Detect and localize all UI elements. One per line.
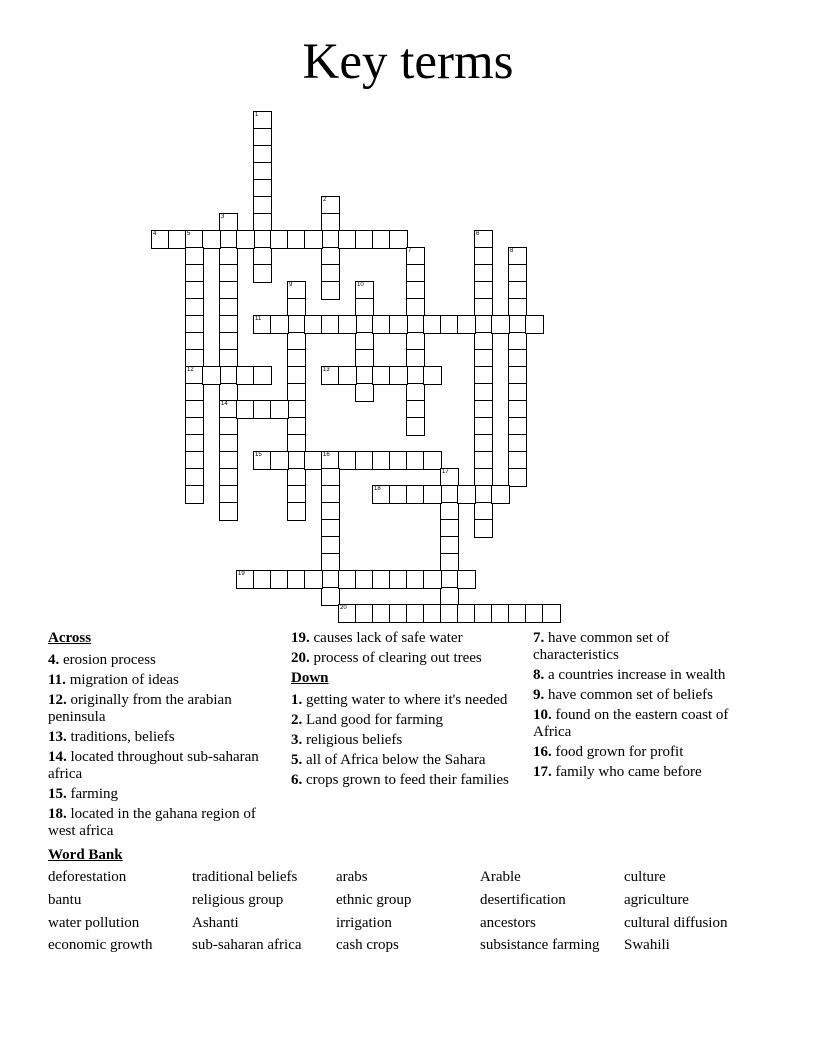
- clue-num: 13.: [48, 729, 67, 745]
- clue-item: [533, 630, 743, 664]
- grid-cell[interactable]: [423, 366, 442, 385]
- grid-cell[interactable]: [457, 485, 476, 504]
- clue-item: [533, 764, 743, 781]
- clue-item: [533, 687, 743, 704]
- word-bank-word: ethnic group: [336, 892, 412, 908]
- grid-cell[interactable]: [406, 417, 425, 436]
- clue-num: 10.: [533, 707, 552, 723]
- clue-text: traditions, beliefs: [66, 729, 175, 745]
- clue-item: [291, 692, 516, 709]
- grid-cell[interactable]: [542, 604, 561, 623]
- word-bank-word: economic growth: [48, 937, 153, 953]
- word-bank-word: cash crops: [336, 937, 399, 953]
- word-bank-word: traditional beliefs: [192, 869, 298, 885]
- word-bank-word: cultural diffusion: [624, 915, 728, 931]
- clue-text: originally from the arabian peninsula: [48, 692, 232, 725]
- clue-number: 9: [289, 282, 293, 288]
- clue-item: [48, 729, 273, 746]
- clue-num: 3.: [291, 732, 303, 748]
- clue-item: [48, 806, 273, 840]
- word-bank-word: arabs: [336, 869, 368, 885]
- grid-cell[interactable]: [355, 383, 374, 402]
- grid-cell[interactable]: [423, 570, 442, 589]
- clue-num: 4.: [48, 652, 60, 668]
- clue-text: crops grown to feed their families: [302, 772, 509, 788]
- grid-cell[interactable]: [270, 451, 289, 470]
- clue-num: 1.: [291, 692, 303, 708]
- clue-text: process of clearing out trees: [309, 650, 482, 666]
- clue-number: 18: [374, 486, 381, 492]
- clue-text: found on the eastern coast of Africa: [533, 707, 729, 740]
- across-heading: Across: [48, 630, 92, 646]
- clue-text: religious beliefs: [302, 732, 403, 748]
- clue-num: 17.: [533, 764, 552, 780]
- clue-item: [533, 707, 743, 741]
- down-heading: Down: [291, 670, 329, 686]
- clue-number: 20: [340, 605, 347, 611]
- clue-number: 2: [323, 197, 327, 203]
- clues-column-3: [533, 630, 743, 784]
- clue-num: 2.: [291, 712, 303, 728]
- clue-item: [48, 749, 273, 783]
- grid-cell[interactable]: [491, 315, 510, 334]
- clue-text: food grown for profit: [551, 744, 684, 760]
- clue-text: located in the gahana region of west africa: [48, 806, 256, 839]
- clue-number: 4: [153, 231, 157, 237]
- clue-item: [291, 772, 516, 789]
- clue-number: 8: [510, 248, 514, 254]
- grid-cell[interactable]: [491, 485, 510, 504]
- grid-cell[interactable]: [304, 570, 323, 589]
- grid-cell[interactable]: [389, 366, 408, 385]
- puzzle-title: Key terms: [302, 34, 514, 90]
- clue-text: getting water to where it's needed: [302, 692, 508, 708]
- word-bank-heading: Word Bank: [48, 847, 123, 863]
- grid-cell[interactable]: [219, 502, 238, 521]
- clue-number: 11: [255, 316, 262, 322]
- clue-item: [48, 692, 273, 726]
- clue-item: [533, 744, 743, 761]
- grid-cell[interactable]: [457, 315, 476, 334]
- grid-cell[interactable]: [423, 485, 442, 504]
- clue-number: 17: [442, 469, 449, 475]
- grid-cell[interactable]: [270, 400, 289, 419]
- clue-num: 19.: [291, 630, 310, 646]
- clue-item: [291, 712, 516, 729]
- clue-num: 7.: [533, 630, 545, 646]
- clue-text: have common set of characteristics: [533, 630, 670, 663]
- clues-column-2: [291, 630, 516, 792]
- clue-number: 14: [221, 401, 228, 407]
- clue-text: farming: [66, 786, 118, 802]
- clue-number: 13: [323, 367, 330, 373]
- clue-number: 15: [255, 452, 262, 458]
- clue-number: 7: [408, 248, 412, 254]
- grid-cell[interactable]: [508, 468, 527, 487]
- clue-item: [291, 650, 516, 667]
- clue-num: 11.: [48, 672, 66, 688]
- clue-item: [291, 752, 516, 769]
- grid-cell[interactable]: [304, 230, 323, 249]
- clue-number: 16: [323, 452, 330, 458]
- clue-text: causes lack of safe water: [309, 630, 463, 646]
- grid-cell[interactable]: [389, 315, 408, 334]
- grid-cell[interactable]: [185, 485, 204, 504]
- grid-cell[interactable]: [253, 366, 272, 385]
- grid-cell[interactable]: [338, 366, 357, 385]
- clue-num: 20.: [291, 650, 310, 666]
- clue-num: 14.: [48, 749, 67, 765]
- word-bank-word: culture: [624, 869, 666, 885]
- word-bank-word: agriculture: [624, 892, 689, 908]
- clue-text: all of Africa below the Sahara: [302, 752, 486, 768]
- word-bank-word: sub-saharan africa: [192, 937, 302, 953]
- clue-item: [48, 786, 273, 803]
- word-bank-word: ancestors: [480, 915, 536, 931]
- clue-text: migration of ideas: [65, 672, 179, 688]
- clue-item: [48, 652, 273, 669]
- grid-cell[interactable]: [202, 230, 221, 249]
- word-bank-word: deforestation: [48, 869, 127, 885]
- grid-cell[interactable]: [321, 281, 340, 300]
- grid-cell[interactable]: [202, 366, 221, 385]
- clue-num: 8.: [533, 667, 545, 683]
- word-bank-word: Swahili: [624, 937, 670, 953]
- grid-cell[interactable]: [474, 519, 493, 538]
- grid-cell[interactable]: [253, 264, 272, 283]
- grid-cell[interactable]: [338, 315, 357, 334]
- clue-number: 5: [187, 231, 191, 237]
- clue-num: 9.: [533, 687, 545, 703]
- clue-item: [291, 630, 516, 647]
- grid-cell[interactable]: [287, 502, 306, 521]
- word-bank-word: Arable: [480, 869, 521, 885]
- clue-number: 3: [221, 214, 225, 220]
- clue-num: 12.: [48, 692, 67, 708]
- clue-number: 12: [187, 367, 194, 373]
- clue-number: 10: [357, 282, 364, 288]
- clues-column-1: [48, 630, 273, 843]
- word-bank-word: subsistance farming: [480, 937, 600, 953]
- word-bank-word: irrigation: [336, 915, 392, 931]
- clue-number: 6: [476, 231, 480, 237]
- clue-item: [48, 672, 273, 689]
- word-bank-word: desertification: [480, 892, 566, 908]
- clue-text: a countries increase in wealth: [544, 667, 726, 683]
- clue-num: 18.: [48, 806, 67, 822]
- word-bank-word: Ashanti: [192, 915, 239, 931]
- clue-item: [533, 667, 743, 684]
- clue-number: 1: [255, 112, 259, 118]
- clue-num: 6.: [291, 772, 303, 788]
- clue-num: 5.: [291, 752, 303, 768]
- grid-cell[interactable]: [236, 230, 255, 249]
- clue-text: located throughout sub-saharan africa: [48, 749, 259, 782]
- clue-text: family who came before: [551, 764, 702, 780]
- clue-num: 16.: [533, 744, 552, 760]
- clue-text: erosion process: [59, 652, 156, 668]
- word-bank-word: religious group: [192, 892, 284, 908]
- grid-cell[interactable]: [525, 315, 544, 334]
- clue-text: have common set of beliefs: [544, 687, 713, 703]
- clue-number: 19: [238, 571, 245, 577]
- grid-cell[interactable]: [270, 315, 289, 334]
- clue-text: Land good for farming: [302, 712, 444, 728]
- word-bank-word: water pollution: [48, 915, 140, 931]
- clue-item: [291, 732, 516, 749]
- clue-num: 15.: [48, 786, 67, 802]
- word-bank-word: bantu: [48, 892, 82, 908]
- grid-cell[interactable]: [457, 570, 476, 589]
